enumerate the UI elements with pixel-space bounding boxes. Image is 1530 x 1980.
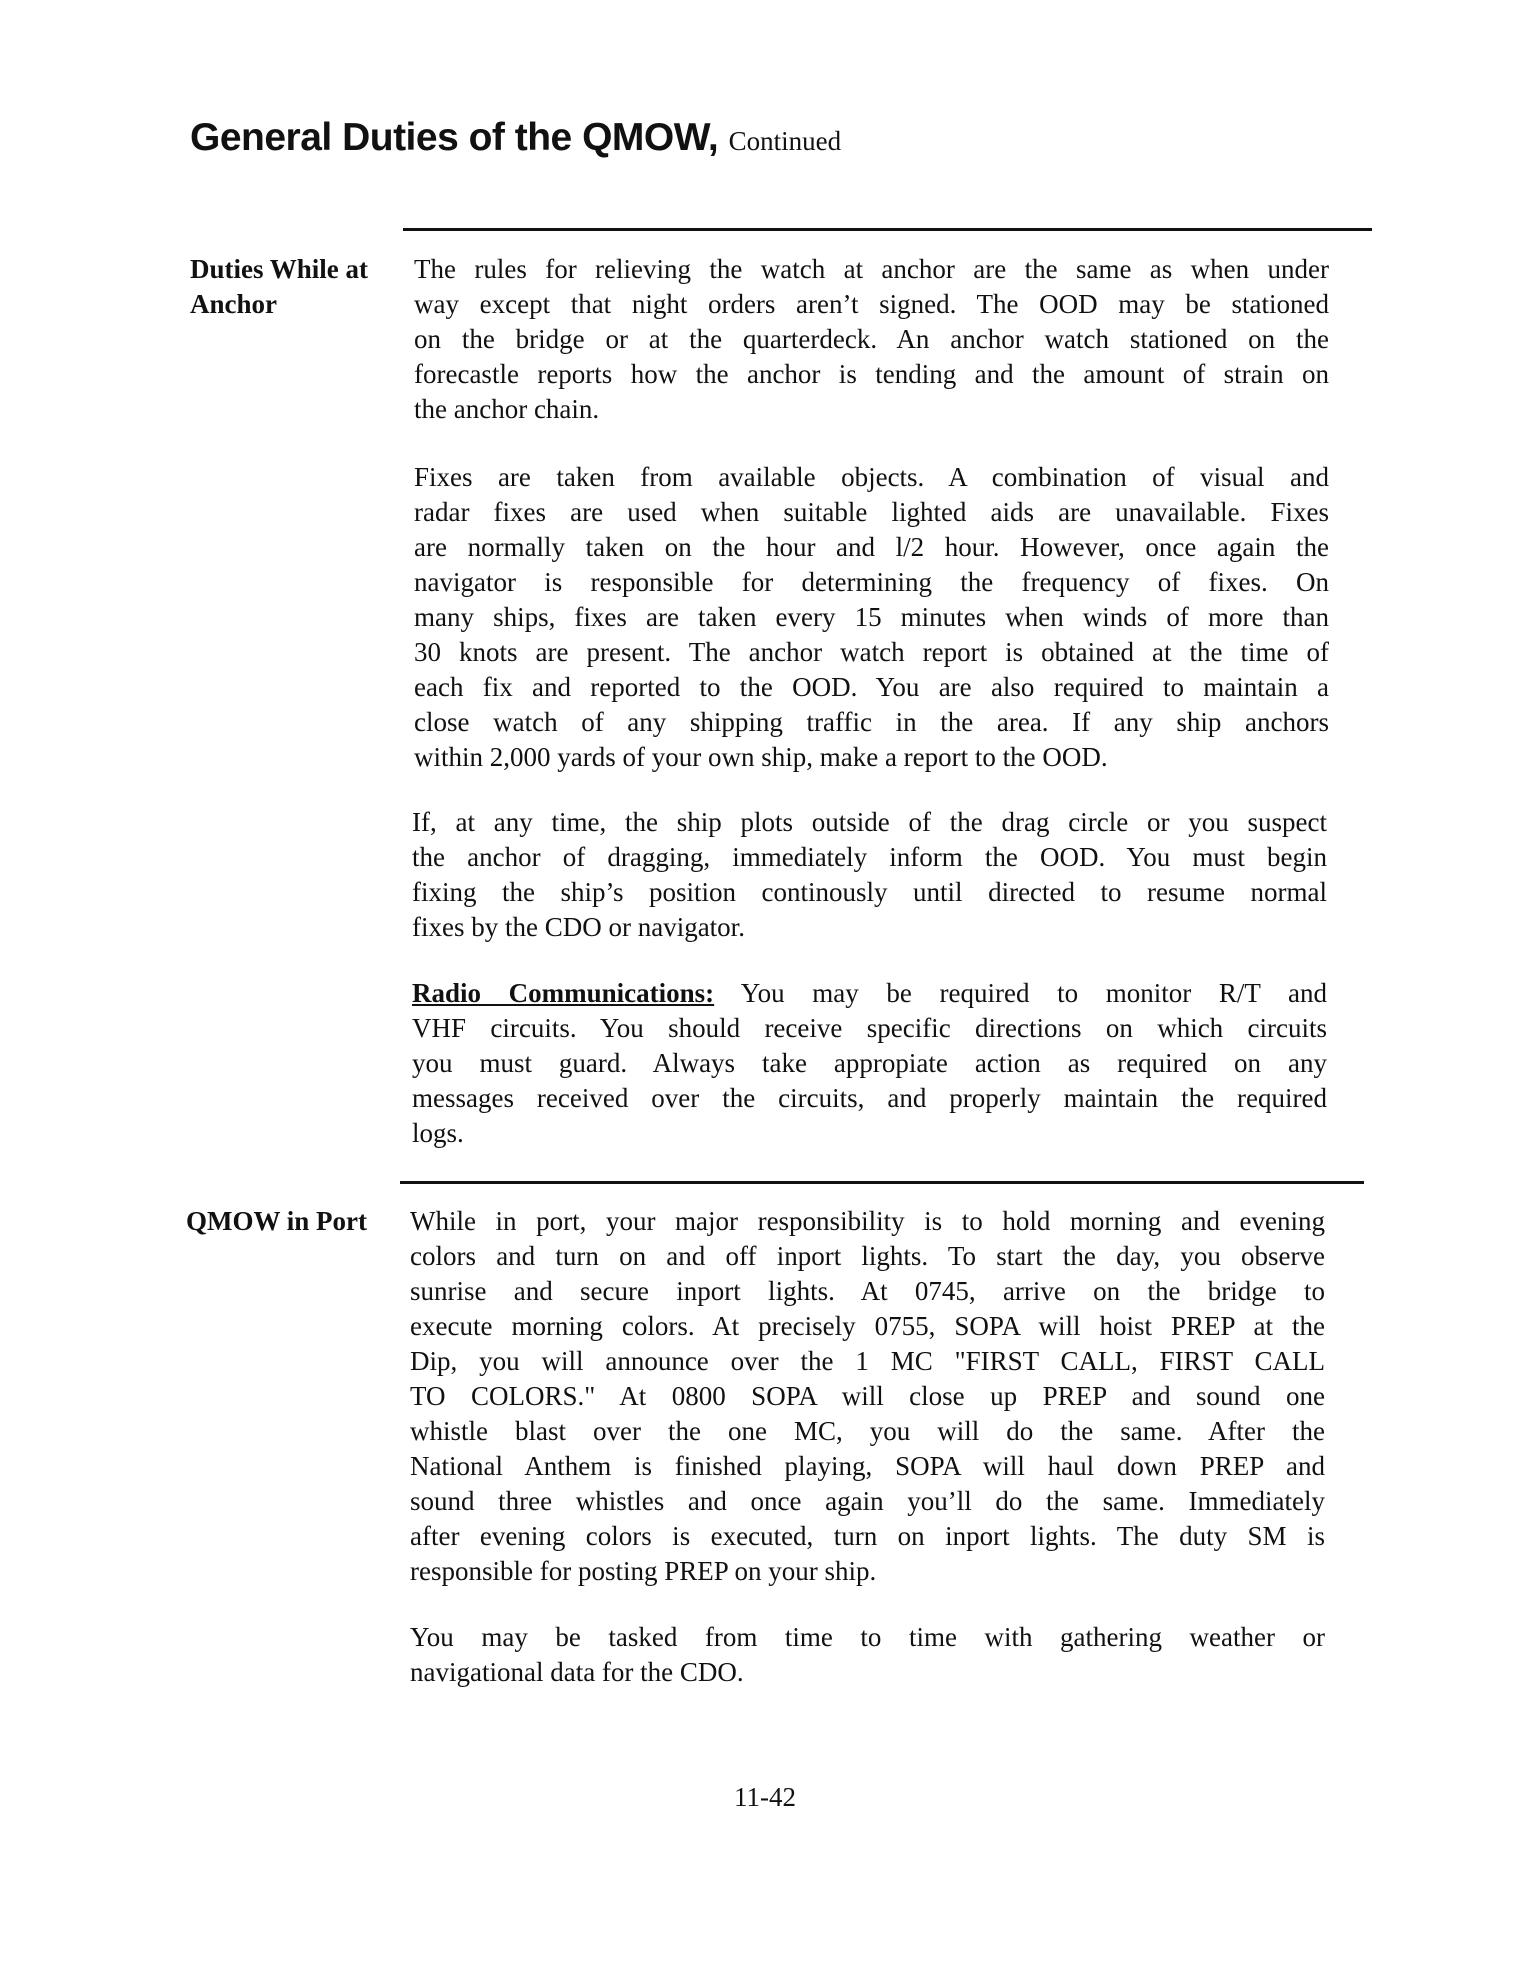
paragraph — [412, 805, 1327, 945]
text-line: execute morning colors. At precisely 0755, SOPA will hoist PREP at the — [410, 1311, 1325, 1341]
section-divider — [403, 228, 1372, 231]
text-line: sound three whistles and once again you’ll do the same. Immediately — [410, 1486, 1325, 1516]
text-line: you must guard. Always take appropiate action as required on any — [412, 1048, 1327, 1078]
text-line: the anchor of dragging, immediately inform the OOD. You must begin — [412, 842, 1327, 872]
text-line: You may be tasked from time to time with gathering weather or — [410, 1622, 1325, 1652]
text-line: are normally taken on the hour and l/2 hour. However, once again the — [414, 532, 1329, 562]
page-number: 11-42 — [734, 1782, 796, 1812]
text-line: navigational data for the CDO. — [410, 1657, 744, 1687]
radio-heading: Radio Communications: — [412, 978, 715, 1008]
text-line: colors and turn on and off inport lights. To start the day, you observe — [410, 1241, 1325, 1271]
text-line: whistle blast over the one MC, you will do the same. After the — [410, 1416, 1325, 1446]
paragraph — [414, 252, 1329, 427]
text-line: way except that night orders aren’t signed. The OOD may be stationed — [414, 289, 1329, 319]
text-line: 30 knots are present. The anchor watch report is obtained at the time of — [414, 637, 1329, 667]
paragraph — [410, 1620, 1325, 1690]
text-line: navigator is responsible for determining the frequency of fixes. On — [414, 567, 1329, 597]
text-line: radar fixes are used when suitable lighted aids are unavailable. Fixes — [414, 497, 1329, 527]
text-line: responsible for posting PREP on your ship. — [410, 1556, 877, 1586]
text-line: Dip, you will announce over the 1 MC "FIRST CALL, FIRST CALL — [410, 1346, 1325, 1376]
text-line: While in port, your major responsibility is to hold morning and evening — [410, 1206, 1325, 1236]
paragraph — [410, 1204, 1325, 1589]
text-line: Fixes are taken from available objects. A combination of visual and — [414, 462, 1329, 492]
text-line: each fix and reported to the OOD. You are also required to maintain a — [414, 672, 1329, 702]
text-line: The rules for relieving the watch at anchor are the same as when under — [414, 254, 1329, 284]
section-label-port — [186, 1204, 367, 1239]
line: You may be required to monitor R/T and — [714, 978, 1327, 1008]
paragraph — [414, 460, 1329, 775]
text-line: forecastle reports how the anchor is tending and the amount of strain on — [414, 359, 1329, 389]
page-title — [190, 116, 841, 160]
text-line: National Anthem is finished playing, SOPA will haul down PREP and — [410, 1451, 1325, 1481]
text-line: VHF circuits. You should receive specific directions on which circuits — [412, 1013, 1327, 1043]
text-line: after evening colors is executed, turn on inport lights. The duty SM is — [410, 1521, 1325, 1551]
label-line: QMOW in Port — [186, 1206, 367, 1236]
continued-label: Continued — [728, 126, 842, 156]
text-line: logs. — [412, 1118, 464, 1148]
text-line: TO COLORS." At 0800 SOPA will close up PREP and sound one — [410, 1381, 1325, 1411]
text-line: the anchor chain. — [414, 394, 600, 424]
text-line: If, at any time, the ship plots outside of the drag circle or you suspect — [412, 807, 1327, 837]
text-line: close watch of any shipping traffic in the area. If any ship anchors — [414, 707, 1329, 737]
text-line: many ships, fixes are taken every 15 minutes when winds of more than — [414, 602, 1329, 632]
label-line: Anchor — [190, 289, 277, 319]
title-text: General Duties of the QMOW, — [190, 116, 719, 159]
text-line: within 2,000 yards of your own ship, make a report to the OOD. — [414, 742, 1108, 772]
text-line: messages received over the circuits, and properly maintain the required — [412, 1083, 1327, 1113]
label-line: Duties While at — [190, 254, 369, 284]
text-line: sunrise and secure inport lights. At 0745, arrive on the bridge to — [410, 1276, 1325, 1306]
radio-communications-paragraph — [412, 976, 1327, 1151]
section-divider — [400, 1181, 1364, 1184]
text-line: fixing the ship’s position continously until directed to resume normal — [412, 877, 1327, 907]
section-label-anchor — [190, 252, 368, 322]
text-line: on the bridge or at the quarterdeck. An anchor watch stationed on the — [414, 324, 1329, 354]
text-line: fixes by the CDO or navigator. — [412, 912, 745, 942]
